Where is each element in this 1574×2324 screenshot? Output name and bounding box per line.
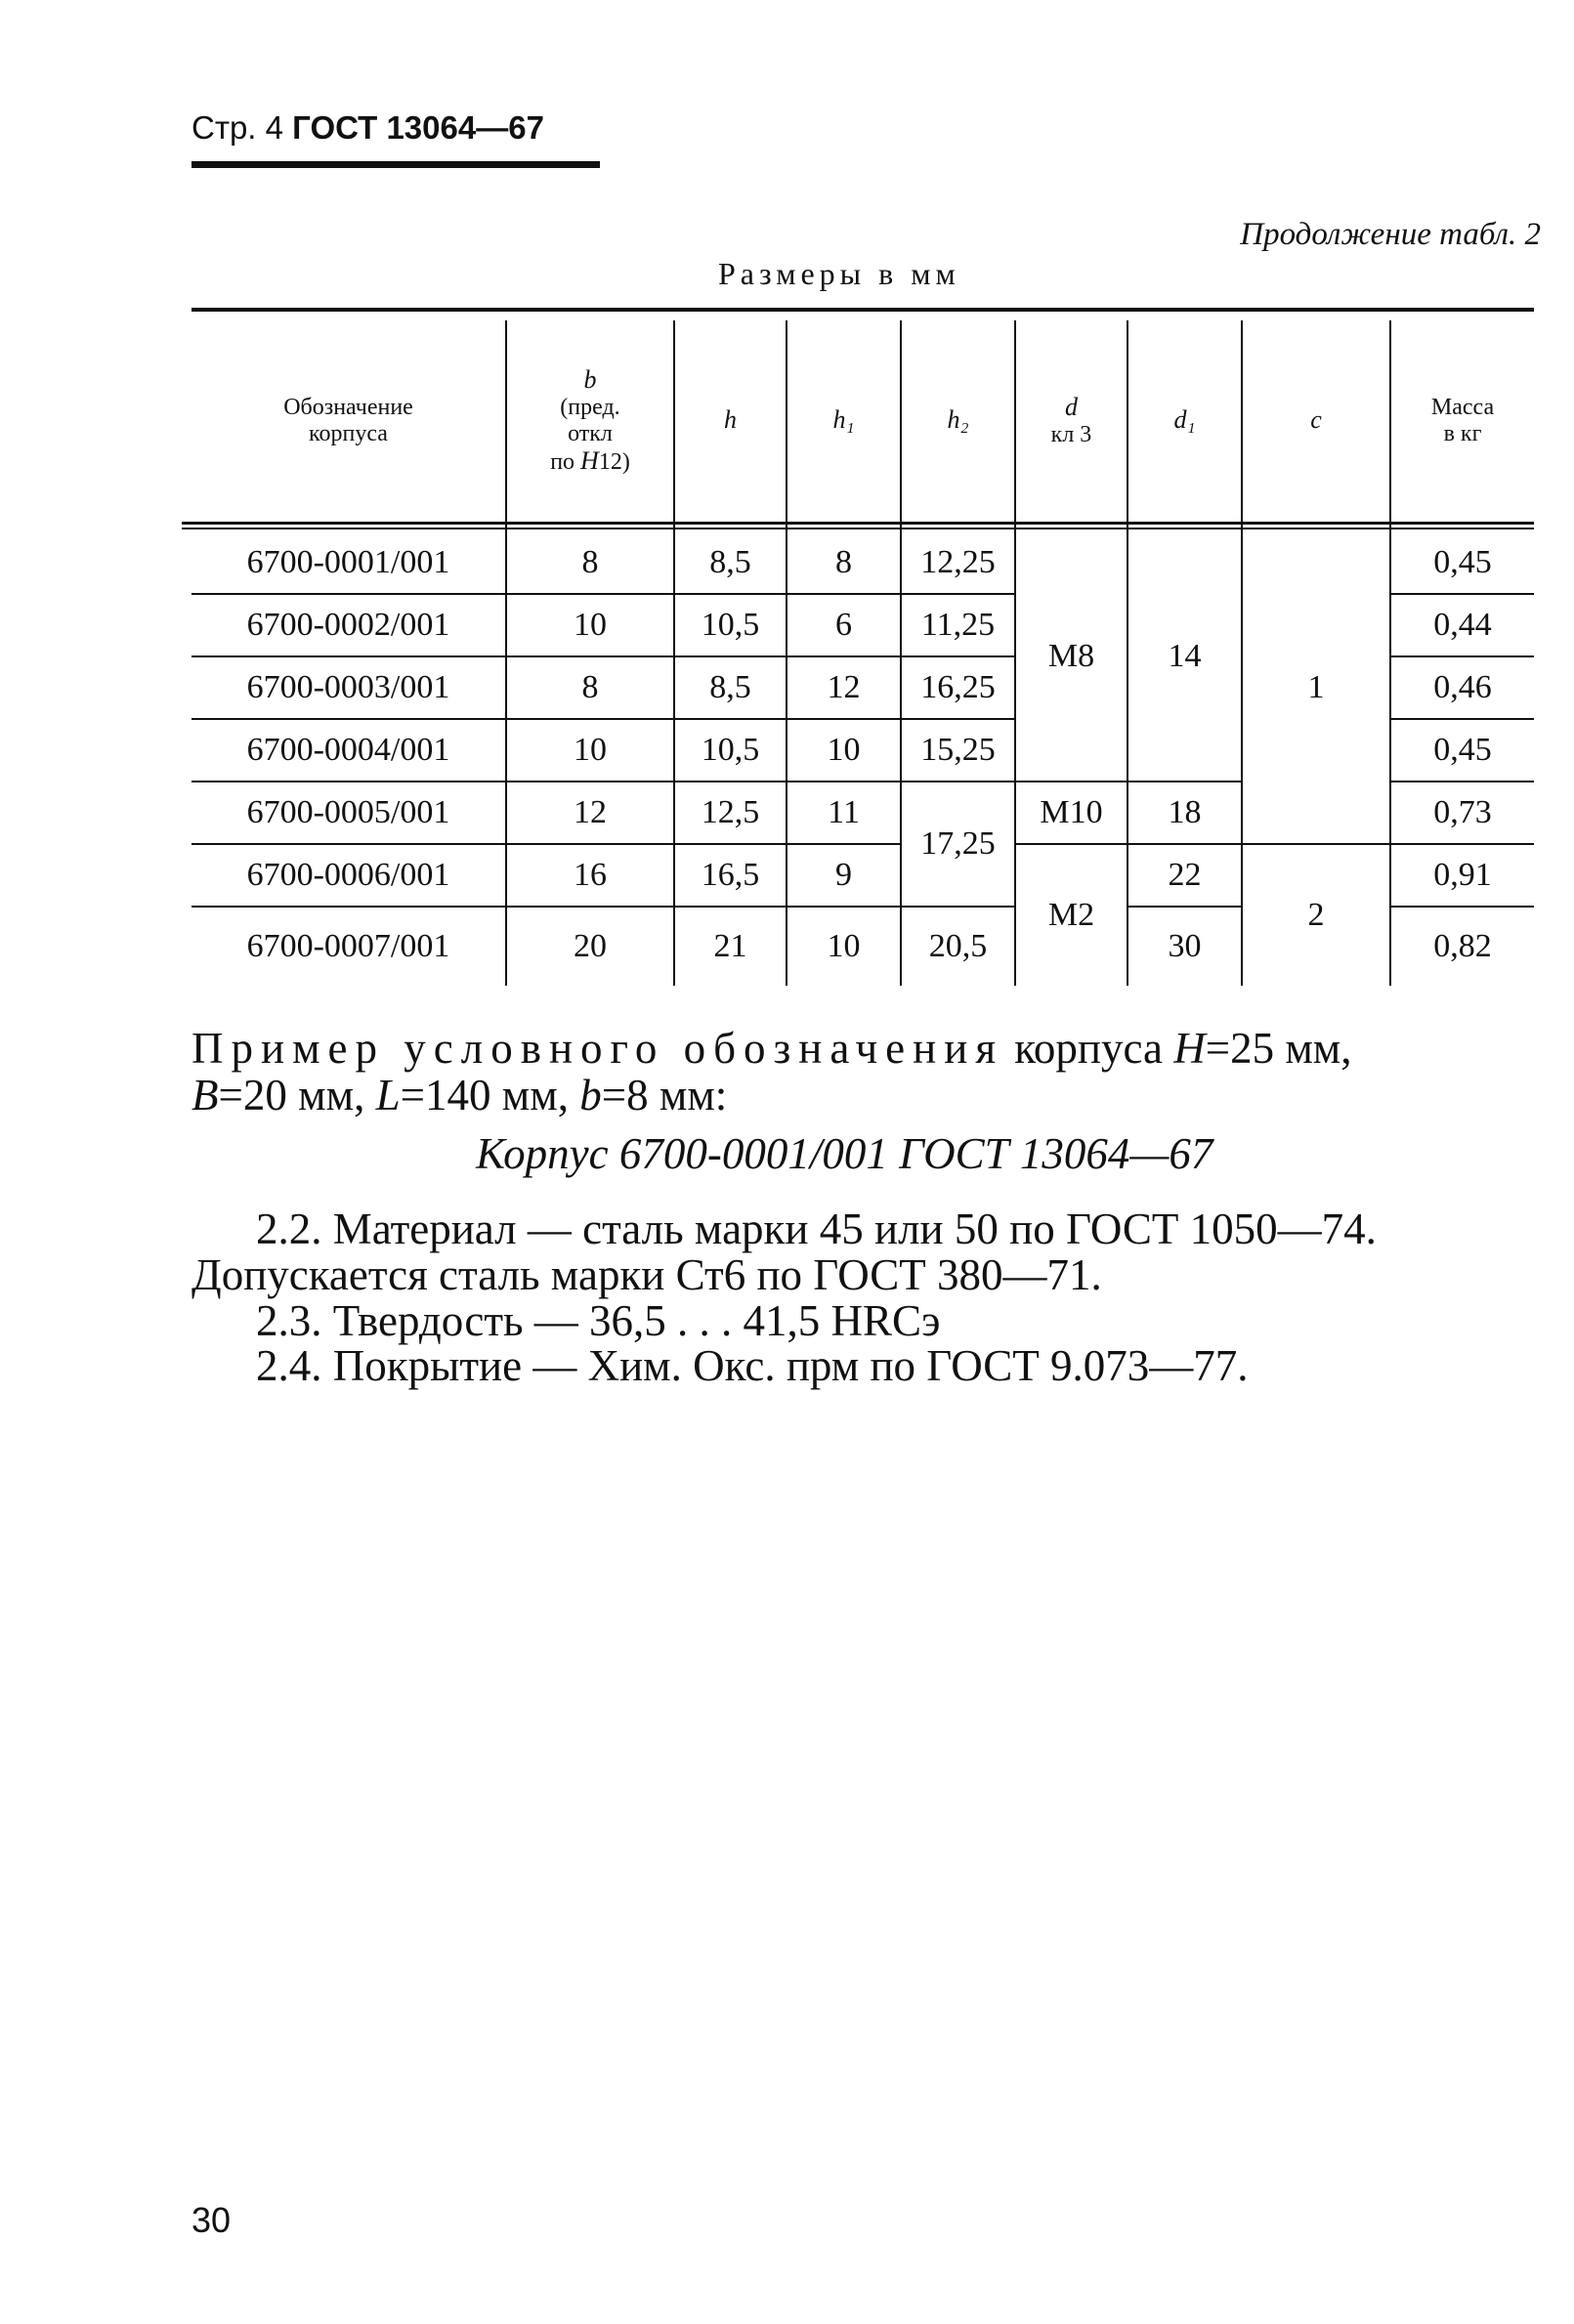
cell-h: 8,5 bbox=[674, 656, 787, 719]
clause-2-2-line1: 2.2. Материал — сталь марки 45 или 50 по ГОСТ 1050—74. bbox=[256, 1204, 1377, 1253]
standard-number: ГОСТ 13064—67 bbox=[292, 109, 544, 146]
page-header bbox=[191, 109, 544, 147]
cell-b: 20 bbox=[506, 907, 674, 986]
cell-h: 10,5 bbox=[674, 719, 787, 782]
cell-designation: 6700-0001/001 bbox=[191, 521, 506, 594]
cell-designation: 6700-0005/001 bbox=[191, 782, 506, 844]
col-c-header: c bbox=[1242, 320, 1390, 521]
cell-h: 21 bbox=[674, 907, 787, 986]
cell-designation: 6700-0007/001 bbox=[246, 928, 450, 964]
col-d1-header: d₁ bbox=[1127, 320, 1242, 521]
cell-c-merged: 1 bbox=[1242, 521, 1390, 844]
clause-2-4: 2.4. Покрытие — Хим. Окс. прм по ГОСТ 9.073—77. bbox=[256, 1341, 1249, 1390]
cell-d1: 18 bbox=[1127, 782, 1242, 844]
cell-h2: 12,25 bbox=[901, 521, 1015, 594]
cell-h2: 20,5 bbox=[901, 907, 1015, 986]
cell-b: 10 bbox=[506, 594, 674, 656]
cell-designation: 6700-0004/001 bbox=[191, 719, 506, 782]
dimensions-table bbox=[191, 320, 1534, 986]
cell-h2: 11,25 bbox=[901, 594, 1015, 656]
cell-h1: 12 bbox=[787, 656, 901, 719]
cell-mass: 0,45 bbox=[1390, 719, 1534, 782]
cell-h: 12,5 bbox=[674, 782, 787, 844]
table-row bbox=[191, 521, 1534, 594]
table-header-row bbox=[191, 320, 1534, 521]
cell-h2: 16,25 bbox=[901, 656, 1015, 719]
table-top-rule bbox=[191, 308, 1534, 312]
col-h2-header: h₂ bbox=[901, 320, 1015, 521]
cell-b: 16 bbox=[506, 844, 674, 907]
table-units-caption: Размеры в мм bbox=[718, 256, 960, 291]
col-designation-header: Обозначение корпуса bbox=[283, 394, 413, 446]
cell-mass: 0,91 bbox=[1390, 844, 1534, 907]
cell-mass: 0,44 bbox=[1390, 594, 1534, 656]
cell-h: 10,5 bbox=[674, 594, 787, 656]
example-designation: Корпус 6700-0001/001 ГОСТ 13064—67 bbox=[476, 1129, 1213, 1178]
cell-designation: 6700-0003/001 bbox=[191, 656, 506, 719]
page-prefix: Стр. 4 bbox=[191, 109, 283, 146]
cell-b: 8 bbox=[506, 656, 674, 719]
cell-designation: 6700-0006/001 bbox=[191, 844, 506, 907]
cell-mass: 0,82 bbox=[1390, 907, 1534, 986]
cell-d1-merged: 14 bbox=[1127, 521, 1242, 782]
cell-h: 8,5 bbox=[674, 521, 787, 594]
example-lead: Пример условного обозначения bbox=[191, 1024, 1004, 1073]
col-h-header: h bbox=[674, 320, 787, 521]
col-h1-header: h₁ bbox=[787, 320, 901, 521]
cell-h2-merged: 17,25 bbox=[901, 782, 1015, 907]
cell-b: 12 bbox=[506, 782, 674, 844]
cell-h1: 8 bbox=[787, 521, 901, 594]
cell-mass: 0,45 bbox=[1390, 521, 1534, 594]
cell-designation: 6700-0002/001 bbox=[191, 594, 506, 656]
header-rule bbox=[191, 161, 600, 168]
cell-d1: 30 bbox=[1127, 907, 1242, 986]
col-b-header: b (пред. откл по H12) bbox=[506, 320, 674, 521]
cell-d-merged: M8 bbox=[1015, 521, 1127, 782]
example-paragraph-line2: B=20 мм, L=140 мм, b=8 мм: bbox=[191, 1071, 728, 1120]
cell-h1: 9 bbox=[787, 844, 901, 907]
clause-2-3: 2.3. Твердость — 36,5 . . . 41,5 HRCэ bbox=[256, 1296, 941, 1345]
cell-mass: 0,73 bbox=[1390, 782, 1534, 844]
cell-h1: 11 bbox=[787, 782, 901, 844]
cell-b: 10 bbox=[506, 719, 674, 782]
cell-d: M10 bbox=[1015, 782, 1127, 844]
cell-h1: 10 bbox=[787, 907, 901, 986]
cell-d1: 22 bbox=[1127, 844, 1242, 907]
table-row bbox=[191, 844, 1534, 907]
example-paragraph-line1: Пример условного обозначения корпуса H=25 мм, bbox=[191, 1024, 1352, 1073]
col-d-header: d кл 3 bbox=[1015, 320, 1127, 521]
cell-h1: 6 bbox=[787, 594, 901, 656]
table-continuation-label: Продолжение табл. 2 bbox=[1240, 217, 1541, 252]
cell-d-merged: M2 bbox=[1015, 844, 1127, 986]
cell-h2: 15,25 bbox=[901, 719, 1015, 782]
cell-h1: 10 bbox=[787, 719, 901, 782]
cell-h: 16,5 bbox=[674, 844, 787, 907]
cell-b: 8 bbox=[506, 521, 674, 594]
clause-2-2-line2: Допускается сталь марки Ст6 по ГОСТ 380—71. bbox=[191, 1250, 1102, 1299]
cell-c-merged: 2 bbox=[1242, 844, 1390, 986]
col-mass-header: Масса в кг bbox=[1390, 320, 1534, 521]
page-number: 30 bbox=[191, 2200, 232, 2240]
cell-mass: 0,46 bbox=[1390, 656, 1534, 719]
